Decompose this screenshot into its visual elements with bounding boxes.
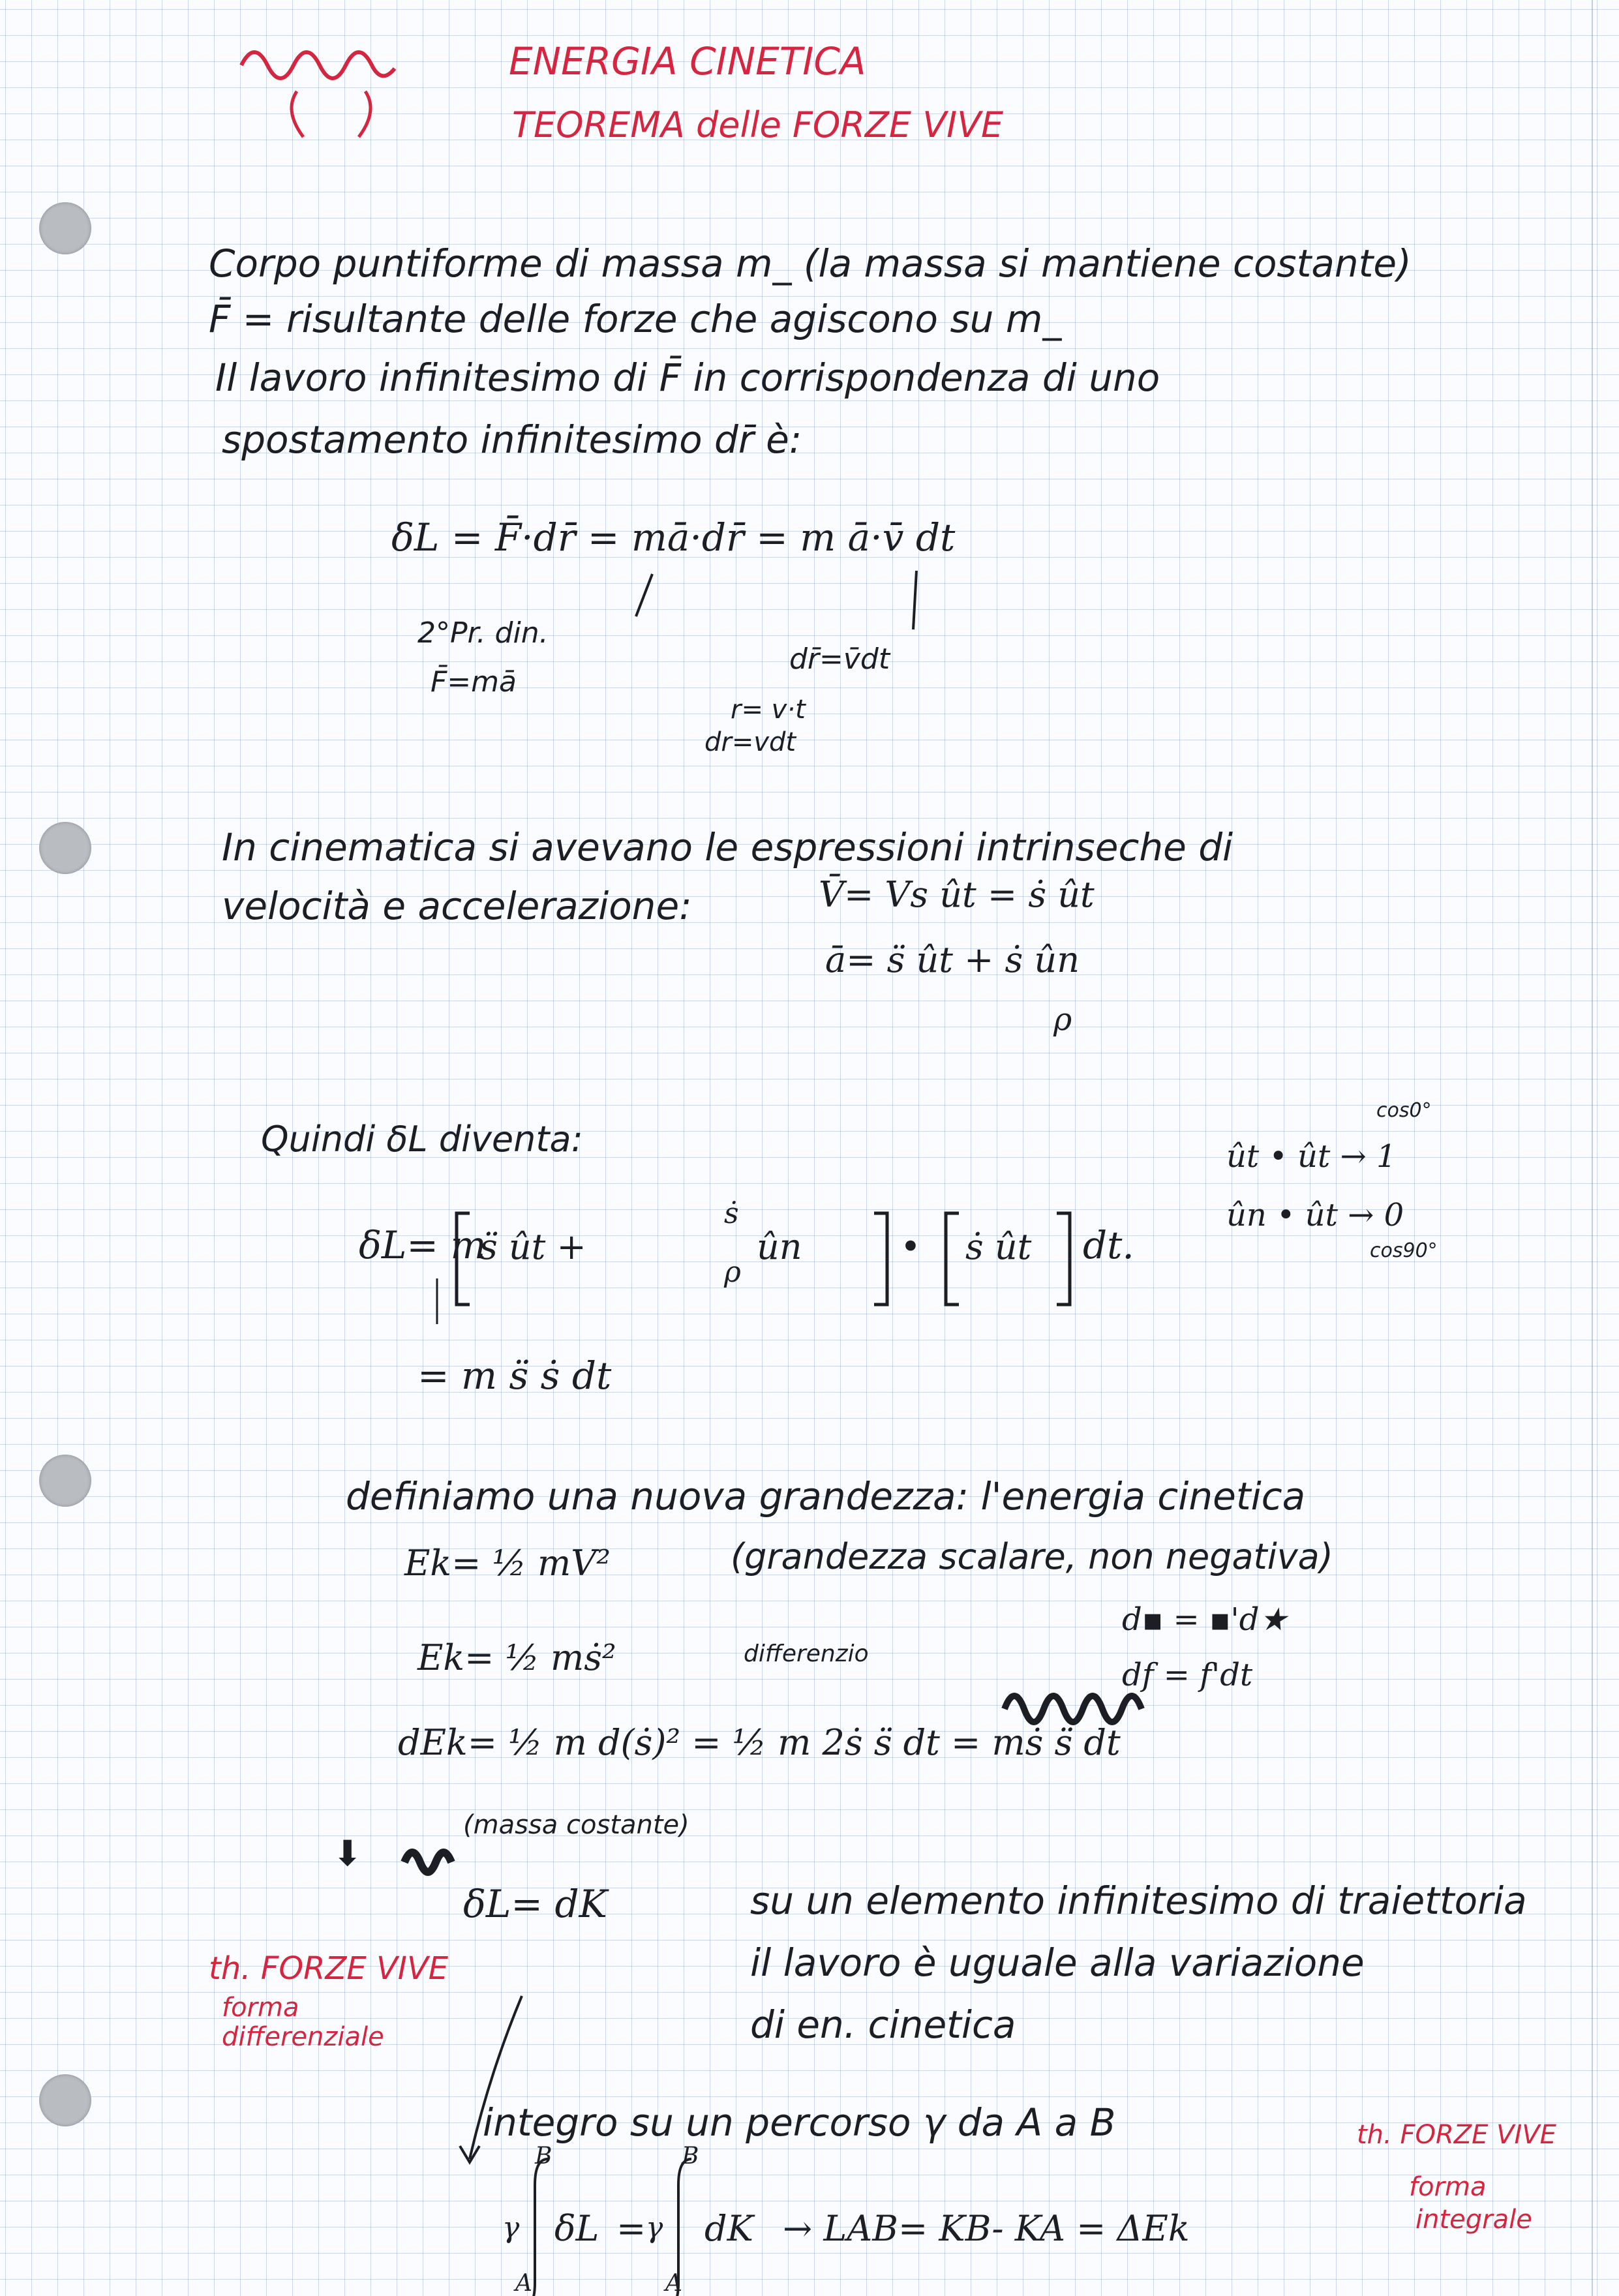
dl-bracket2-content: ṡ ût <box>965 1226 1032 1267</box>
kinematics-line: velocità e accelerazione: <box>222 884 692 928</box>
integral-upper: B <box>682 2143 699 2169</box>
ink-scribble <box>404 1852 451 1872</box>
theorem-red-sub: forma <box>222 1993 299 2023</box>
integral-lower: A <box>515 2270 532 2296</box>
down-arrow: ⬇ <box>333 1833 363 1874</box>
bracket-right <box>1057 1213 1070 1305</box>
dl-result: = m s̈ ṡ dt <box>417 1353 612 1398</box>
chain-rule-1: d▪ = ▪'d★ <box>1122 1601 1288 1638</box>
integral-gamma: γ <box>646 2211 663 2244</box>
red-scribble-mark <box>241 52 395 78</box>
dl-fraction-num: ṡ <box>724 1197 739 1230</box>
integral-result: → LAB= KB- KA = ΔEk <box>783 2208 1190 2249</box>
red-scribble-paren <box>292 91 371 137</box>
kinetic-intro: definiamo una nuova grandezza: l'energia cinetica <box>346 1474 1306 1518</box>
dl-fraction-den: ρ <box>724 1256 741 1289</box>
kinematics-line: In cinematica si avevano le espressioni intrinseche di <box>222 825 1233 869</box>
cos0-label: cos0° <box>1376 1099 1432 1122</box>
second-law-note: 2°Pr. din. <box>417 616 549 650</box>
page-subtitle: TEOREMA delle FORZE VIVE <box>512 104 1004 145</box>
theorem-description: su un elemento infinitesimo di traiettoria <box>750 1879 1527 1923</box>
integral-gamma: γ <box>502 2211 520 2244</box>
dl-bracket1-end: ûn <box>757 1226 802 1267</box>
integral-equals: = <box>616 2208 646 2249</box>
cos90-label: cos90° <box>1370 1239 1438 1262</box>
integral-rhs: dK <box>704 2208 753 2249</box>
theorem-equation: δL= dK <box>463 1882 607 1926</box>
dl-intro: Quindi δL diventa: <box>261 1119 583 1160</box>
acceleration-denominator: ρ <box>1053 1001 1072 1038</box>
integral-red-sub: forma <box>1409 2172 1487 2202</box>
ek-definition: Ek= ½ mV² <box>404 1543 611 1584</box>
bracket-left <box>946 1213 959 1305</box>
theorem-red-sub: differenziale <box>222 2022 384 2052</box>
intro-line: Il lavoro infinitesimo di F̄ in corrispondenza di uno <box>215 355 1160 400</box>
bracket-right <box>874 1213 887 1305</box>
intro-line: Corpo puntiforme di massa m_ (la massa si mantiene costante) <box>209 241 1412 286</box>
dl-dt: dt. <box>1083 1223 1134 1267</box>
arrow-stroke <box>913 571 916 629</box>
intro-line: F̄ = risultante delle forze che agiscono su m_ <box>209 297 1062 341</box>
integral-lhs: δL <box>554 2208 599 2249</box>
arrow-stroke <box>636 574 652 616</box>
velocity-equation: V̄= Vs ût = ṡ ût <box>819 874 1095 915</box>
theorem-description: il lavoro è uguale alla variazione <box>750 1941 1365 1985</box>
work-equation: δL = F̄·dr̄ = mā·dr̄ = m ā·v̄ dt <box>391 515 956 560</box>
integral-intro: integro su un percorso γ da A a B <box>483 2100 1116 2145</box>
acceleration-equation: ā= s̈ ût + ṡ ûn <box>825 939 1080 980</box>
differentiate-label: differenzio <box>744 1640 869 1667</box>
dr-note: dr̄=v̄dt <box>789 642 890 676</box>
integral-lower: A <box>665 2270 682 2296</box>
page-title: ENERGIA CINETICA <box>509 39 866 83</box>
dl-bracket1-content: s̈ ût + <box>479 1226 586 1267</box>
ink-scribble <box>1005 1696 1142 1722</box>
dr-scalar-note: dr=vdt <box>704 727 796 757</box>
intro-line: spostamento infinitesimo dr̄ è: <box>222 417 802 462</box>
ek-intrinsic: Ek= ½ mṡ² <box>417 1637 616 1678</box>
theorem-red-label: th. FORZE VIVE <box>209 1950 449 1987</box>
dl-equation-start: δL= m <box>359 1223 487 1267</box>
second-law-equation: F̄=mā <box>431 665 517 699</box>
integral-upper: B <box>535 2143 552 2169</box>
integral-red-label: th. FORZE VIVE <box>1357 2120 1556 2150</box>
theorem-description: di en. cinetica <box>750 2002 1016 2047</box>
unit-dot-product-2: ûn • ût → 0 <box>1226 1197 1404 1233</box>
dl-dot: • <box>900 1226 921 1267</box>
ek-note: (grandezza scalare, non negativa) <box>731 1536 1333 1577</box>
chain-rule-2: df = f'dt <box>1122 1657 1253 1693</box>
mass-note: (massa costante) <box>463 1810 689 1840</box>
integral-red-sub: integrale <box>1415 2205 1532 2235</box>
dek-equation: dEk= ½ m d(ṡ)² = ½ m 2ṡ s̈ dt = mṡ s̈ dt <box>398 1722 1121 1763</box>
unit-dot-product-1: ût • ût → 1 <box>1226 1138 1397 1175</box>
r-note: r= v·t <box>731 695 806 725</box>
